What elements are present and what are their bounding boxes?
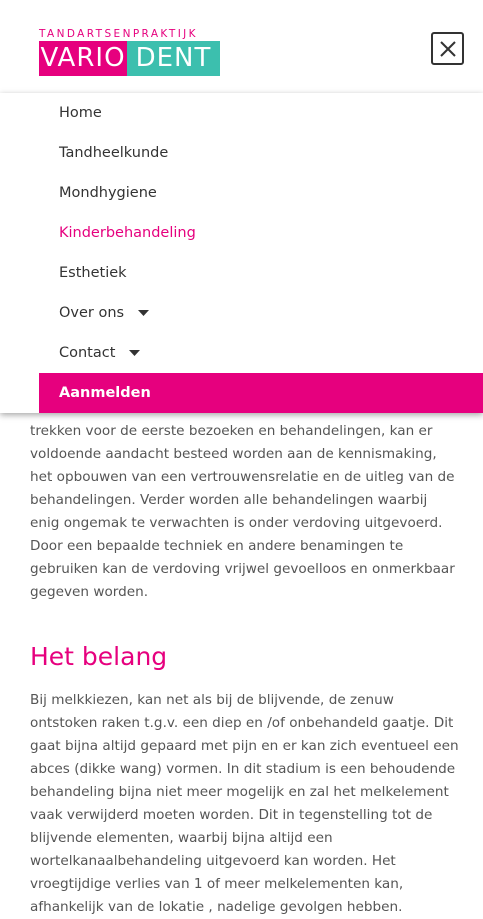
- menu-item-contact[interactable]: [39, 333, 483, 373]
- logo-part-dent: DENT: [127, 41, 220, 76]
- mobile-menu: [0, 93, 483, 413]
- close-menu-button[interactable]: [431, 32, 464, 65]
- menu-item-tandheelkunde[interactable]: [39, 133, 483, 173]
- body-paragraph: Bij melkkiezen, kan net als bij de blijvende, de zenuw ontstoken raken t.g.v. een diep en /of onbehandeld gaatje. Dit gaat bijna altijd gepaard met pijn en er kan zich eventueel een abces (dikke wang) vormen. In dit stadium is een behoudende behandeling bijna niet meer mogelijk en zal het melkelement vaak verwijderd moeten worden. Dit in tegenstelling tot de blijvende elementen, waarbij bijna altijd een wortelkanaalbehandeling uitgevoerd kan worden. Het vroegtijdige verlies van 1 of meer melkelementen kan, afhankelijk van de lokatie , nadelige gevolgen hebben.: [30, 692, 459, 915]
- menu-item-aanmelden[interactable]: [39, 373, 483, 413]
- menu-item-label: Esthetiek: [59, 265, 127, 281]
- caret-down-icon: [129, 350, 140, 357]
- menu-item-home[interactable]: [39, 93, 483, 133]
- logo-part-vario: VARIO: [39, 41, 127, 76]
- intro-paragraph: trekken voor de eerste bezoeken en behandelingen, kan er voldoende aandacht besteed worden aan de kennismaking, het opbouwen van een vertrouwensrelatie en de uitleg van de behandelingen. Verder worden alle behandelingen waarbij enig ongemak te verwachten is onder verdoving uitgevoerd. Door een bepaalde techniek en andere benamingen te gebruiken kan de verdoving vrijwel gevoelloos en onmerkbaar gegeven worden.: [30, 423, 455, 600]
- menu-item-label: Aanmelden: [59, 385, 151, 401]
- menu-item-label: Kinderbehandeling: [59, 225, 196, 241]
- logo-tagline: TANDARTSENPRAKTIJK: [39, 28, 198, 40]
- caret-down-icon: [138, 310, 149, 317]
- menu-item-esthetiek[interactable]: [39, 253, 483, 293]
- logo-wordmark: [39, 41, 220, 76]
- menu-item-label: Mondhygiene: [59, 185, 157, 201]
- section-heading: Het belang: [30, 642, 168, 671]
- menu-item-label: Over ons: [59, 305, 125, 321]
- logo[interactable]: [39, 28, 220, 76]
- menu-item-mondhygiene[interactable]: [39, 173, 483, 213]
- site-header: [0, 0, 483, 93]
- menu-item-label: Tandheelkunde: [59, 145, 169, 161]
- menu-item-over-ons[interactable]: [39, 293, 483, 333]
- close-icon: [439, 40, 457, 58]
- menu-item-kinderbehandeling[interactable]: [39, 213, 483, 253]
- menu-item-label: Home: [59, 105, 102, 121]
- menu-item-label: Contact: [59, 345, 116, 361]
